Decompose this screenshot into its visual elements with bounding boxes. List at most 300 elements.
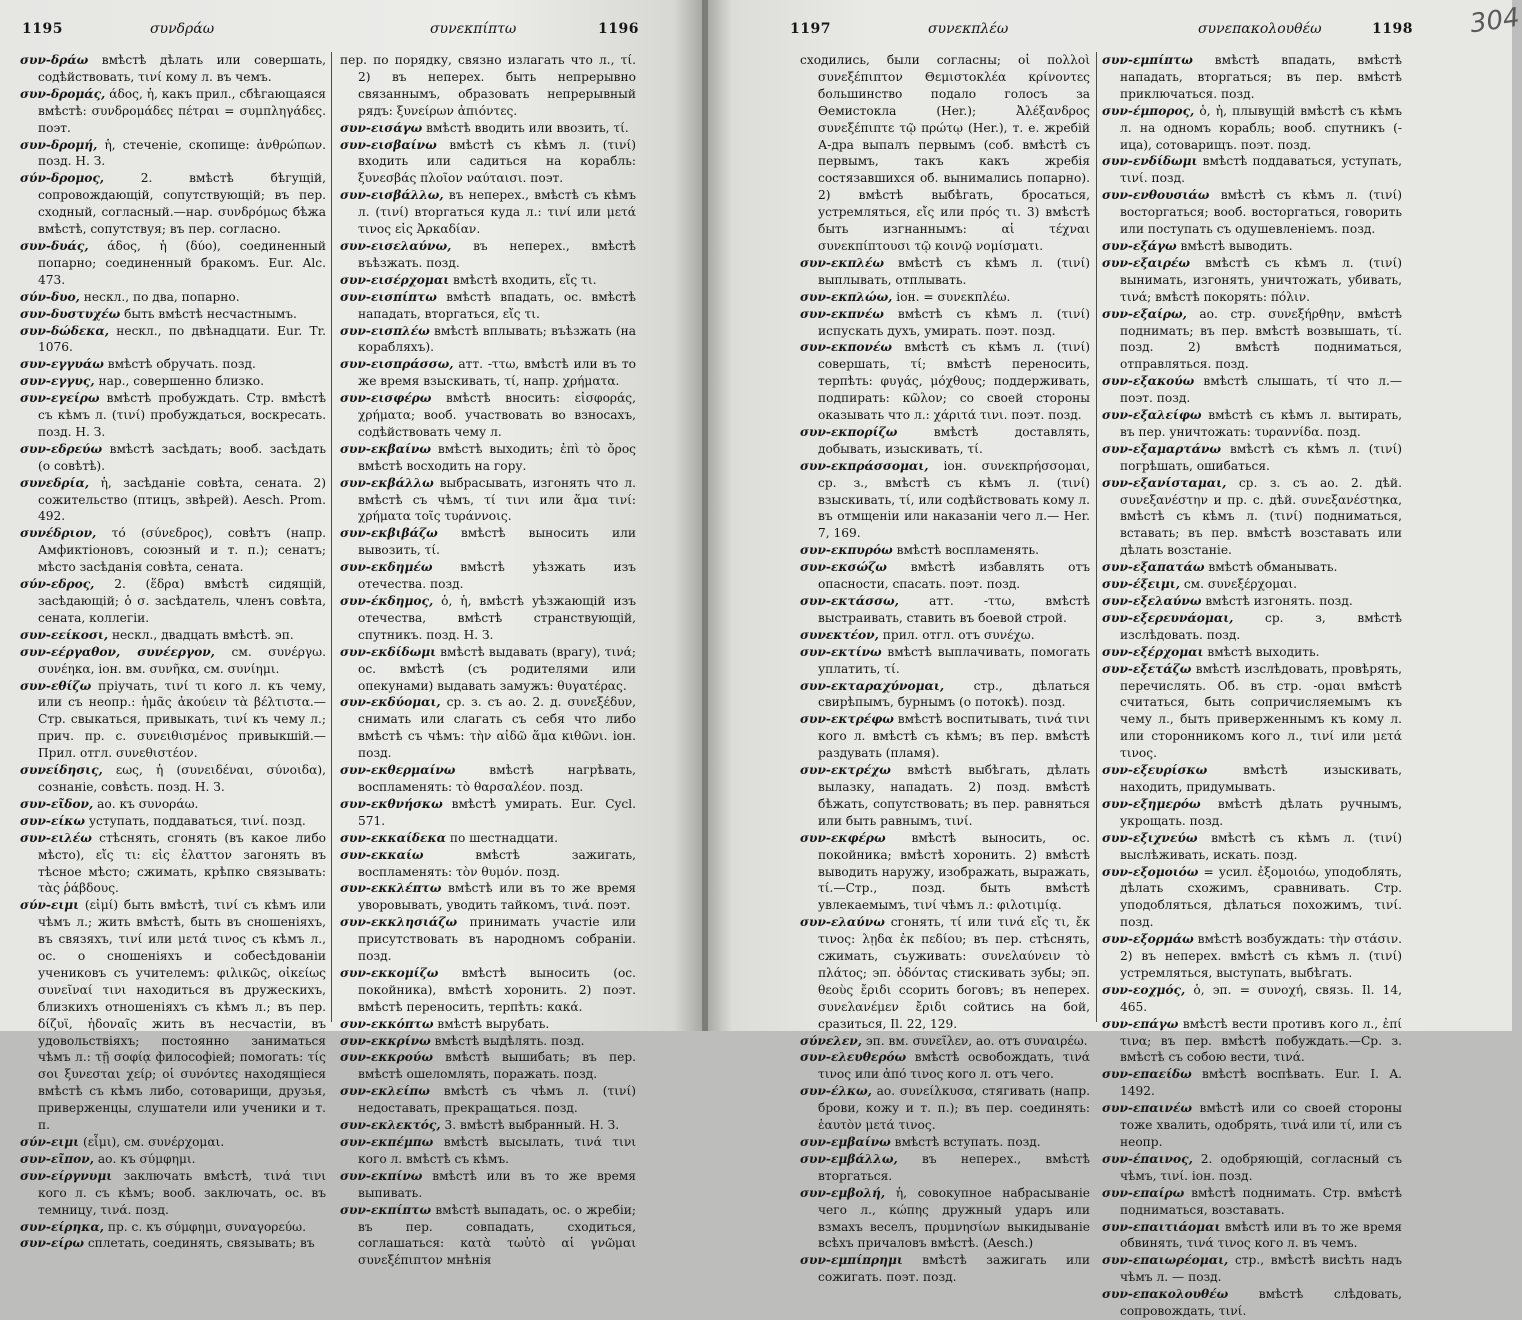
entry-headword: συνείδησις,: [20, 763, 103, 778]
entry-definition: вмѣстѣ съ кѣмъ л. (τινί) совершать, τί; вмѣстѣ переносить, терпѣть: φυγάς, μόχθους; поддерживать, подпирать: κῶλον; со своей стороны оказывать что л.: χάριτά τινι. поэт. позд.: [818, 340, 1090, 423]
entry-definition: вмѣстѣ умирать. Eur. Cycl. 571.: [358, 796, 636, 828]
entry-definition: нескл., по два, попарно.: [83, 289, 240, 304]
entry-definition: пріучать, τινί τι кого л. къ чему, или съ неопр.: ἡμᾶς ἀκούειν τὰ βέλτιστα.— Стр. свыкаться, привыкать, τινί къ чему л.; прич. пр. с. συνειθισμένος привыкшій.—Прил. отгл. συνεθιστέον.: [38, 678, 326, 761]
entry-headword: σύν-εδρος,: [20, 577, 95, 592]
entry-definition: вмѣстѣ дѣлать ручнымъ, укрощать. позд.: [1120, 796, 1402, 828]
dictionary-entry: [1102, 1016, 1402, 1067]
entry-headword: συν-εισπράσσω,: [340, 357, 454, 372]
dictionary-entry: [20, 52, 326, 86]
dictionary-entry: [20, 306, 326, 323]
entry-headword: συν-εκπονέω: [800, 340, 893, 355]
entry-definition: вмѣстѣ изслѣдовать, провѣрять, перечислять. Об. въ стр. -ομαι вмѣстѣ считаться, быть сопричисляемымъ къ чему л., быть приверженнымъ къ кому л. или сторонникомъ кого л., τινί или μετά τινος.: [1120, 661, 1403, 761]
dictionary-entry: [340, 323, 636, 357]
entry-definition: вмѣстѣ выплачивать, помогать уплатить, τί.: [818, 644, 1090, 676]
entry-headword: συν-έκδημος,: [340, 594, 434, 608]
entry-headword: συν-εγείρω: [20, 391, 100, 406]
dictionary-entry: [1102, 238, 1402, 255]
entry-headword: συν-εξερευνάομαι,: [1102, 610, 1234, 625]
entry-headword: συν-εκκρούω: [340, 1050, 433, 1065]
dictionary-entry: [1102, 1252, 1402, 1286]
dictionary-entry: [1102, 103, 1402, 154]
entry-definition: вмѣстѣ уѣзжать изъ отечества. позд.: [358, 560, 637, 592]
entry-headword: σύν-ειμι: [20, 1135, 80, 1149]
entry-headword: συν-ελαύνω: [800, 915, 885, 930]
entry-headword: συν-εκκαίω: [340, 847, 424, 862]
dictionary-entry: [1102, 644, 1402, 661]
entry-definition: іон. = συνεκπλέω.: [896, 289, 1011, 304]
entry-headword: σύν-δρομος,: [20, 171, 105, 186]
entry-definition: атт. -ττω, вмѣстѣ или въ то же время взыскивать, τί, напр. χρήματα.: [358, 357, 637, 389]
dictionary-entry: [340, 1202, 636, 1270]
dictionary-entry: [800, 306, 1090, 340]
entry-definition: вмѣстѣ впадать, ос. вмѣстѣ нападать, вторгаться, εἴς τι.: [358, 289, 636, 321]
entry-headword: συνεδρία,: [20, 475, 90, 490]
entry-definition: вмѣстѣ воспламенять.: [896, 543, 1039, 558]
entry-definition: ао. къ σύμφημι.: [97, 1151, 196, 1166]
entry-headword: συν-εισάγω: [340, 120, 423, 135]
entry-headword: σύν-δυο,: [20, 289, 80, 304]
dictionary-entry: [800, 458, 1090, 543]
dictionary-entry: [20, 796, 326, 813]
dictionary-entry: [800, 914, 1090, 1032]
page-number-1197: 1197: [790, 21, 831, 37]
entry-headword: συν-εκπνέω: [800, 306, 884, 321]
entry-headword: συν-έξειμι,: [1102, 577, 1180, 592]
entry-headword: συνεκτέον,: [800, 627, 879, 642]
dictionary-entry: [340, 238, 636, 272]
entry-definition: въ неперех., вмѣстѣ вторгаться.: [818, 1151, 1091, 1183]
entry-definition: стр., дѣлаться свирѣпымъ, бурнымъ (о потокѣ). позд.: [818, 678, 1090, 710]
entry-definition: вмѣстѣ избавлять отъ опасности, спасать. поэт. позд.: [818, 560, 1091, 592]
entry-headword: συν-εέργαθον, συνέεργον,: [20, 644, 215, 659]
page-number-1198: 1198: [1372, 21, 1413, 37]
entry-headword: συν-εμπίπτω: [1102, 53, 1193, 67]
right-page-column-2: [1102, 52, 1403, 1319]
dictionary-entry: [1102, 1185, 1402, 1219]
entry-headword: συν-εκτρέχω: [800, 763, 891, 778]
dictionary-entry: [340, 847, 636, 881]
entry-definition: нескл., двадцать вмѣстѣ. эп.: [111, 627, 294, 642]
dictionary-entry: [1102, 593, 1402, 610]
entry-headword: συν-έλκω,: [800, 1084, 872, 1099]
dictionary-entry: [340, 475, 636, 526]
dictionary-entry: [800, 52, 1090, 255]
dictionary-entry: [1102, 407, 1402, 441]
entry-headword: συν-εκκλησιάζω: [340, 915, 458, 930]
entry-headword: συν-εκλείπω: [340, 1084, 430, 1099]
entry-definition: 2. вмѣстѣ бѣгущій, сопровождающій, сопутствующій; въ пер. сходный, согласный.—нар. συνδρόμως бѣжа вмѣстѣ, сопутствуя; въ пер. согласно.: [38, 171, 326, 237]
entry-headword: συν-εκπορίζω: [800, 424, 898, 439]
dictionary-entry: [1102, 153, 1402, 187]
entry-definition: вмѣстѣ вплывать; въѣзжать (на корабляхъ).: [358, 323, 636, 355]
entry-definition: вмѣстѣ или со своей стороны тоже хвалить, одобрять, τινά или τί, или съ неопр.: [1120, 1101, 1403, 1149]
dictionary-entry: [340, 120, 636, 137]
entry-headword: συνέδριον,: [20, 526, 97, 541]
entry-headword: συν-εξάγω: [1102, 238, 1177, 253]
dictionary-entry: [340, 559, 636, 593]
running-head-right: συνεκπίπτω: [430, 21, 517, 37]
dictionary-entry: [1102, 475, 1402, 560]
dictionary-entry: [340, 914, 636, 965]
entry-definition: вмѣстѣ выходить; ἐπὶ τὸ ὄρος вмѣстѣ восходить на гору.: [358, 441, 637, 473]
dictionary-entry: [340, 441, 636, 475]
entry-headword: συν-εκπλέω: [800, 255, 884, 270]
entry-definition: вмѣстѣ зажигать, воспламенять: τὸν θυμόν. позд.: [358, 847, 636, 879]
dictionary-entry: [340, 830, 636, 847]
dictionary-entry: [20, 644, 326, 678]
entry-definition: εως, ἡ (συνειδέναι, σύνοιδα), сознаніе, совѣсть. позд. Н. З.: [38, 763, 326, 794]
entry-definition: вмѣстѣ съ кѣмъ л. (τινί) выслѣживать, искать. позд.: [1120, 830, 1402, 862]
dictionary-entry: [20, 576, 326, 627]
entry-headword: συν-εθίζω: [20, 678, 92, 693]
entry-headword: συν-δυάς,: [20, 238, 89, 253]
dictionary-entry: [340, 796, 636, 830]
column-divider: [331, 52, 332, 1022]
entry-headword: συν-εκκαίδεκα: [340, 830, 446, 845]
running-head-right: συνεπακολουθέω: [1198, 21, 1322, 37]
entry-headword: συν-εκκλέπτω: [340, 881, 442, 896]
entry-headword: συν-εδρεύω: [20, 441, 103, 456]
entry-headword: συν-εκφέρω: [800, 830, 886, 845]
dictionary-entry: [340, 289, 636, 323]
entry-definition: вмѣстѣ выдавать (врагу), τινά; ос. вмѣстѣ (съ родителями или опекунами) выдавать замужъ: θυγατέρας.: [358, 644, 637, 693]
running-head-left: συνδράω: [150, 21, 215, 37]
entry-definition: вмѣстѣ выходить.: [1207, 644, 1320, 659]
entry-definition: (εἰμί) быть вмѣстѣ, τινί съ кѣмъ или чѣмъ л.; жить вмѣстѣ, быть въ сношеніяхъ, въ связяхъ, τινί или μετά τινος съ кѣмъ л., ос. о сношеніяхъ и собесѣдованіи учениковъ съ учителемъ: φιλικῶς, οἰκείως συνεῖναί τινι находиться въ дружескихъ, близкихъ отношеніяхъ съ кѣмъ л.; въ пер. δίζυϊ, ἡδοναῖς жить въ несчастіи, въ удовольствіяхъ; постоянно заниматься чѣмъ л.: τῇ σοφίᾳ философіей; помогать: τίς σοι ξυνεσται χείρ; οἱ συνόντες находящіеся вмѣстѣ съ кѣмъ либо, сотоварищи, друзья, приверженцы, слушатели или ученики и т. п.: [38, 898, 327, 1133]
dictionary-entry: [1102, 52, 1402, 103]
entry-headword: συν-εκθερμαίνω: [340, 763, 456, 778]
entry-definition: άδος, ἡ (δύο), соединенный попарно; соединенный бракомъ. Eur. Alc. 473.: [38, 238, 326, 287]
entry-definition: ср. з. съ ао. 2. д. συνεξέδυν, снимать или слагать съ себя что либо вмѣстѣ съ чѣмъ: τὴν αἰδῶ ἅμα κιθῶνι. іон. позд.: [358, 695, 636, 761]
dictionary-entry: [1102, 576, 1402, 593]
dictionary-entry: [20, 373, 326, 390]
entry-definition: пр. с. къ σύμφημι, συναγορεύω.: [107, 1219, 306, 1234]
dictionary-entry: [340, 1016, 636, 1033]
entry-headword: συν-εείκοσι,: [20, 627, 109, 642]
entry-definition: ὁ, эп. = συνοχή, связь. Il. 14, 465.: [1120, 982, 1402, 1014]
dictionary-entry: [1102, 1151, 1402, 1185]
dictionary-entry: [1102, 306, 1402, 374]
entry-definition: см. συνεξέρχομαι.: [1183, 577, 1298, 592]
dictionary-entry: [800, 593, 1090, 627]
dictionary-entry: [20, 475, 326, 526]
entry-definition: вмѣстѣ выдѣлять. позд.: [434, 1033, 585, 1048]
dictionary-entry: [340, 1049, 636, 1083]
entry-definition: сплетать, соединять, связывать; въ: [87, 1236, 315, 1251]
entry-headword: συν-εκτίνω: [800, 644, 882, 659]
dictionary-entry: [800, 627, 1090, 644]
dictionary-entry: [20, 1168, 326, 1219]
left-page-column-1: [20, 52, 327, 1251]
dictionary-entry: [340, 880, 636, 914]
entry-definition: вмѣстѣ засѣдать; вооб. засѣдать (о совѣтѣ).: [38, 441, 326, 473]
entry-definition: нескл., по двѣнадцати. Eur. Tr. 1076.: [38, 323, 326, 355]
entry-headword: συν-επαιωρέομαι,: [1102, 1253, 1229, 1268]
entry-headword: συν-εκδημέω: [340, 560, 433, 575]
dictionary-entry: [800, 559, 1090, 593]
entry-definition: вмѣстѣ вести противъ кого л., ἐπί τινα; въ пер. вмѣстѣ побуждать.—Ср. з. вмѣстѣ съ собою вести, τινά.: [1120, 1016, 1403, 1065]
entry-headword: συν-έπαινος,: [1102, 1151, 1193, 1166]
entry-definition: вмѣстѣ вводить или ввозить, τί.: [426, 120, 629, 135]
entry-definition: ср. з, вмѣстѣ изслѣдовать. позд.: [1120, 610, 1402, 642]
entry-headword: συν-εκπίπτω: [340, 1202, 432, 1217]
entry-definition: вмѣстѣ поддаваться, уступать, τινί. позд.: [1120, 154, 1402, 186]
entry-definition: вмѣстѣ изгонять. позд.: [1205, 594, 1353, 608]
dictionary-entry: [800, 711, 1090, 762]
dictionary-entry: [20, 525, 326, 576]
entry-headword: συν-εκλεκτός,: [340, 1118, 441, 1133]
dictionary-entry: [1102, 796, 1402, 830]
entry-headword: συν-είργνυμι: [20, 1168, 113, 1183]
left-page-column-2: [340, 52, 637, 1268]
entry-headword: συν-ενθουσιάω: [1102, 188, 1210, 203]
entry-definition: вмѣстѣ или въ то же время уворовывать, уводить тайкомъ, τινά. поэт.: [358, 881, 636, 913]
dictionary-entry: [340, 593, 636, 644]
entry-headword: συν-ελευθερόω: [800, 1050, 907, 1065]
dictionary-entry: [800, 678, 1090, 712]
entry-headword: συν-δρομή,: [20, 137, 98, 152]
entry-definition: стѣснять, сгонять (въ какое либо мѣсто), εἴς τι: εἰς ἐλαττον загонять въ тѣсное мѣсто; сжимать, крѣпко связывать: τὰς ῥάβδους.: [38, 830, 326, 896]
dictionary-entry: [1102, 1219, 1402, 1253]
entry-headword: συν-εκπέμπω: [340, 1135, 434, 1149]
entry-definition: вмѣстѣ выбѣгать, дѣлать вылазку, нападать. 2) позд. вмѣстѣ бѣжать, сопутствовать; въ пер. равняться или быть равнымъ, τινί.: [818, 763, 1091, 828]
entry-headword: συν-εξομοιόω: [1102, 864, 1199, 879]
entry-definition: вмѣстѣ съ кѣмъ л. вытирать, въ пер. уничтожать: τυραννίδα. позд.: [1120, 408, 1403, 439]
dictionary-entry: [1102, 864, 1402, 932]
entry-definition: вмѣстѣ съ кѣмъ л. (τινί) вынимать, изгонять, уничтожать, убивать, τινά; вмѣстѣ покорять: πόλιν.: [1120, 255, 1402, 304]
entry-headword: συν-εξετάζω: [1102, 661, 1192, 676]
entry-definition: ао. συνείλκυσα, стягивать (напр. брови, кожу и т. п.); въ пер. соединять: ἑαυτὸν μετά τινος.: [818, 1084, 1090, 1133]
entry-definition: сгонять, τί или τινά εἴς τι, ἔκ τινος: λῃδα ἐκ πεδίου; въ пер. стѣснять, сжимать, съуживать: συνελαύνειν τὸ πλάτος; эп. ὀδόντας стискивать зубы; эп. θεοὺς ἔριδι ссорить боговъ; въ неперех. συνελανέμεν ἔριδι сойтись на бой, сразиться, Il. 22, 129.: [818, 915, 1090, 1031]
entry-headword: συν-εισβαίνω: [340, 137, 437, 152]
entry-headword: συν-εκδύομαι,: [340, 695, 441, 710]
dictionary-entry: [1102, 187, 1402, 238]
entry-headword: συν-εκσώζω: [800, 560, 887, 575]
dictionary-entry: [340, 272, 636, 289]
entry-definition: вмѣстѣ изыскивать, находить, придумывать.: [1120, 763, 1402, 794]
dictionary-entry: [800, 830, 1090, 915]
entry-headword: συν-εκβιβάζω: [340, 526, 438, 541]
dictionary-entry: [20, 238, 326, 289]
dictionary-entry: [340, 965, 636, 1016]
entry-definition: вмѣстѣ освобождать, τινά τινος или ἀπό τινος кого л. отъ чего.: [818, 1050, 1091, 1082]
entry-definition: вмѣстѣ вносить: εἰσφοράς, χρήματα; вооб. участвовать во взносахъ, содѣйствовать чему л.: [358, 391, 636, 439]
entry-headword: συν-εκτάσσω,: [800, 594, 899, 608]
dictionary-entry: [800, 1151, 1090, 1185]
entry-definition: вмѣстѣ нагрѣвать, воспламенять: τὸ θαρσαλέον. позд.: [358, 763, 636, 794]
entry-headword: συν-εκκρίνω: [340, 1033, 431, 1048]
entry-headword: συν-επαιτιάομαι: [1102, 1219, 1221, 1234]
entry-headword: συν-εκβάλλω: [340, 475, 434, 490]
entry-headword: συν-εξημερόω: [1102, 796, 1201, 811]
entry-definition: τό (σύνεδρος), совѣтъ (напр. Амфиктіоновъ, союзный и т. п.); сенатъ; мѣсто засѣданія совѣта, сената.: [38, 526, 327, 575]
entry-definition: (εἶμι), см. συνέρχομαι.: [82, 1135, 225, 1149]
entry-definition: вмѣстѣ воспѣвать. Eur. I. A. 1492.: [1120, 1067, 1402, 1099]
dictionary-entry: [800, 1185, 1090, 1253]
handwritten-page-mark: 304: [1468, 2, 1522, 40]
dictionary-entry: [340, 644, 636, 695]
entry-definition: принимать участіе или присутствовать въ народномъ собраніи. позд.: [358, 915, 637, 964]
dictionary-entry: [800, 542, 1090, 559]
entry-headword: συν-έμπορος,: [1102, 103, 1195, 118]
dictionary-entry: [340, 525, 636, 559]
dictionary-entry: [20, 813, 326, 830]
dictionary-entry: [1102, 1066, 1402, 1100]
entry-definition: эп. вм. συνεῖλεν, ао. отъ συναιρέω.: [865, 1033, 1088, 1048]
dictionary-entry: [20, 897, 326, 1134]
dictionary-entry: [1102, 1286, 1402, 1320]
entry-definition: 3. вмѣстѣ выбранный. Н. З.: [444, 1118, 620, 1133]
entry-definition: ἡ, совокупное набрасываніе чего л., κώπης дружный ударъ или взмахъ веселъ, πρυμνησίων выкидываніе всѣхъ причаловъ вмѣстѣ. (Aesch.): [818, 1185, 1090, 1251]
dictionary-entry: [800, 1033, 1090, 1050]
entry-headword: συν-εξαιρέω: [1102, 255, 1190, 270]
entry-headword: συν-εξέρχομαι: [1102, 644, 1204, 659]
dictionary-entry: [800, 1083, 1090, 1134]
dictionary-entry: [1102, 661, 1402, 762]
entry-headword: συν-εγγυάω: [20, 357, 104, 372]
entry-definition: нар., совершенно близко.: [98, 374, 264, 389]
entry-headword: συν-επακολουθέω: [1102, 1287, 1229, 1302]
right-page-column-1: [800, 52, 1091, 1285]
entry-headword: συν-εμβάλλω,: [800, 1151, 898, 1166]
entry-definition: прил. отгл. отъ συνέχω.: [882, 627, 1035, 642]
entry-headword: συν-εισελαύνω,: [340, 238, 452, 253]
entry-definition: вмѣстѣ или въ то же время обвинять, τινά τινος кого л. въ чемъ.: [1120, 1219, 1402, 1251]
entry-definition: = усил. ἐξομοιόω, уподоблять, дѣлать схожимъ, сравнивать. Стр. уподобляться, дѣлаться похожимъ, τινί. позд.: [1120, 864, 1402, 930]
dictionary-entry: [340, 390, 636, 441]
entry-definition: 2. одобряющій, согласный съ чѣмъ, τινί. іон. позд.: [1120, 1151, 1402, 1183]
dictionary-entry: [340, 1168, 636, 1202]
entry-headword: συν-επάγω: [1102, 1016, 1179, 1031]
dictionary-entry: [340, 137, 636, 188]
entry-definition: пер. по порядку, связно излагать что л., τί. 2) въ неперех. быть непрерывно связаннымъ, образовать непрерывный рядъ: ξυνείρων ἀπιόντες.: [340, 53, 636, 118]
entry-headword: σύν-ειμι: [20, 898, 80, 913]
entry-headword: συν-εκπράσσομαι,: [800, 458, 929, 473]
entry-definition: вмѣстѣ впадать, вмѣстѣ нападать, вторгаться; въ пер. вмѣстѣ приключаться. позд.: [1120, 53, 1402, 101]
entry-definition: вмѣстѣ съ кѣмъ л. (τινί) выплывать, отплывать.: [818, 255, 1090, 287]
dictionary-entry: [800, 289, 1090, 306]
dictionary-entry: [20, 170, 326, 238]
dictionary-entry: [1102, 762, 1402, 796]
dictionary-entry: [340, 1134, 636, 1168]
entry-headword: συν-εισφέρω: [340, 391, 432, 406]
dictionary-entry: [340, 356, 636, 390]
entry-headword: συν-εκπίνω: [340, 1168, 423, 1183]
entry-definition: въ неперех., вмѣстѣ въѣзжать. позд.: [358, 238, 637, 270]
entry-headword: συν-εξακούω: [1102, 374, 1195, 389]
entry-definition: вмѣстѣ высылать, τινά τινι кого л. вмѣстѣ съ кѣмъ.: [358, 1135, 637, 1166]
entry-definition: вмѣстѣ обручать. позд.: [107, 357, 256, 372]
entry-headword: συν-εῖπον,: [20, 1151, 95, 1166]
entry-definition: ἡ, стеченіе, скопище: ἀνθρώπων. позд. Н. З.: [38, 137, 326, 169]
dictionary-entry: [340, 1033, 636, 1050]
entry-headword: συν-εξευρίσκω: [1102, 763, 1208, 778]
entry-definition: вмѣстѣ дѣлать или совершать, содѣйствовать, τινί кому л. въ чемъ.: [38, 53, 326, 84]
entry-headword: συν-δυστυχέω: [20, 306, 121, 321]
dictionary-entry: [20, 289, 326, 306]
entry-definition: вмѣстѣ выносить, ос. покойника; вмѣстѣ хоронить. 2) вмѣстѣ выводить наружу, изображать, выражать, τί.—Стр., позд. быть вмѣстѣ увлекаемымъ, τινί чѣмъ л.: φιλοτιμίᾳ.: [818, 830, 1090, 913]
entry-definition: вмѣстѣ или въ то же время выпивать.: [358, 1168, 636, 1200]
dictionary-entry: [340, 762, 636, 796]
entry-headword: συν-εξανίσταμαι,: [1102, 475, 1227, 490]
entry-definition: вмѣстѣ входить, εἴς τι.: [452, 272, 597, 287]
entry-definition: атт. -ττω, вмѣстѣ выстраивать, ставить въ боевой строй.: [818, 594, 1091, 625]
dictionary-entry: [340, 52, 636, 120]
entry-headword: συν-εξαμαρτάνω: [1102, 441, 1222, 456]
entry-headword: συν-εξιχνεύω: [1102, 830, 1198, 845]
entry-definition: ὁ, ἡ, вмѣстѣ уѣзжающій изъ отечества, вмѣстѣ странствующій, спутникъ. позд. Н. З.: [358, 594, 637, 642]
entry-definition: ὁ, ἡ, плывущій вмѣстѣ съ кѣмъ л. на одномъ корабль; вооб. спутникъ (-ица), сотоварищъ. поэт. позд.: [1120, 103, 1402, 152]
entry-headword: συν-δράω: [20, 53, 89, 67]
entry-definition: вмѣстѣ возбуждать: τὴν στάσιν. 2) въ неперех. вмѣстѣ съ кѣмъ л. (τινί) устремляться, выступать, выбѣгать.: [1120, 932, 1403, 980]
entry-definition: іон. συνεκπρήσσομαι, ср. з., вмѣстѣ съ кѣмъ л. (τινί) взыскивать, τί, или содѣйствовать кому л. въ отмщеніи или наказаніи чего л.— Her. 7, 169.: [818, 458, 1091, 541]
entry-headword: συν-εξαπατάω: [1102, 560, 1205, 575]
dictionary-entry: [1102, 255, 1402, 306]
entry-definition: вмѣстѣ зажигать или сожигать. поэт. позд.: [818, 1253, 1090, 1285]
entry-headword: συν-εκπλώω,: [800, 289, 893, 304]
entry-headword: συν-δρομάς,: [20, 86, 106, 101]
entry-definition: вмѣстѣ слышать, τί что л.— поэт. позд.: [1120, 374, 1403, 406]
dictionary-entry: [1102, 610, 1402, 644]
entry-headword: συν-επαινέω: [1102, 1101, 1193, 1116]
entry-headword: συν-εκκομίζω: [340, 965, 439, 980]
entry-headword: συν-εμβολή,: [800, 1185, 886, 1200]
dictionary-entry: [340, 1083, 636, 1117]
dictionary-entry: [800, 339, 1090, 424]
dictionary-entry: [800, 1049, 1090, 1083]
entry-definition: вмѣстѣ выводить.: [1180, 238, 1293, 253]
dictionary-entry: [20, 86, 326, 137]
entry-headword: σύνελεν,: [800, 1033, 862, 1048]
dictionary-entry: [1102, 441, 1402, 475]
entry-headword: συν-επαίρω: [1102, 1185, 1185, 1200]
entry-definition: вмѣстѣ воспитывать, τινά τινι кого л. вмѣстѣ съ кѣмъ; въ пер. вмѣстѣ раздувать (пламя).: [818, 712, 1090, 761]
entry-definition: вмѣстѣ вырубать.: [437, 1016, 550, 1031]
dictionary-entry: [20, 762, 326, 796]
dictionary-entry: [340, 1117, 636, 1134]
entry-definition: вмѣстѣ съ кѣмъ л. (τινί) входить или садиться на корабль: ξυνεσβάς πλοῖον ναύταισι. поэт.: [358, 137, 636, 186]
entry-headword: συν-εκπυρόω: [800, 543, 893, 558]
entry-definition: вмѣстѣ съ чѣмъ л. (τινί) недоставать, прекращаться. позд.: [358, 1084, 636, 1116]
page-number-1195: 1195: [22, 21, 63, 37]
entry-definition: вмѣстѣ съ кѣмъ л. (τινί) восторгаться; вооб. восторгаться, говорить или поступать съ одушевленіемъ. позд.: [1120, 188, 1402, 237]
entry-headword: συν-είκω: [20, 813, 86, 828]
entry-headword: συν-επαείδω: [1102, 1067, 1192, 1082]
dictionary-entry: [340, 187, 636, 238]
dictionary-entry: [20, 678, 326, 763]
dictionary-entry: [340, 694, 636, 762]
entry-definition: άδος, ἡ, какъ прил., сбѣгающаяся вмѣстѣ: συνδρομάδες πέτραι = συμπληγάδες. поэт.: [38, 86, 326, 135]
entry-headword: συν-εμβαίνω: [800, 1135, 891, 1149]
entry-definition: въ неперех., вмѣстѣ съ кѣмъ л. (τινί) вторгаться куда л.: τινί или μετά τινος εἰς Ἀρκαδίαν.: [358, 188, 636, 237]
entry-headword: συν-εμπίπρημι: [800, 1253, 903, 1268]
entry-headword: συν-εκδίδωμι: [340, 644, 437, 659]
running-head-left: συνεκπλέω: [928, 21, 1009, 37]
dictionary-entry: [20, 137, 326, 171]
dictionary-entry: [1102, 373, 1402, 407]
entry-definition: вмѣстѣ выносить или вывозить, τί.: [358, 526, 637, 558]
entry-definition: вмѣстѣ доставлять, добывать, изыскивать, τί.: [818, 424, 1090, 456]
entry-headword: συν-ενδίδωμι: [1102, 154, 1198, 169]
entry-headword: συν-εξαλείφω: [1102, 408, 1202, 423]
dictionary-entry: [800, 255, 1090, 289]
entry-headword: συν-εκθνήσκω: [340, 796, 443, 811]
entry-headword: συν-εκβαίνω: [340, 441, 431, 456]
dictionary-entry: [1102, 982, 1402, 1016]
dictionary-entry: [20, 1235, 326, 1252]
dictionary-entry: [20, 323, 326, 357]
entry-definition: вмѣстѣ выносить (ос. покойника), вмѣстѣ хоронить. 2) поэт. вмѣстѣ переносить, терпѣть: κακά.: [358, 965, 636, 1014]
